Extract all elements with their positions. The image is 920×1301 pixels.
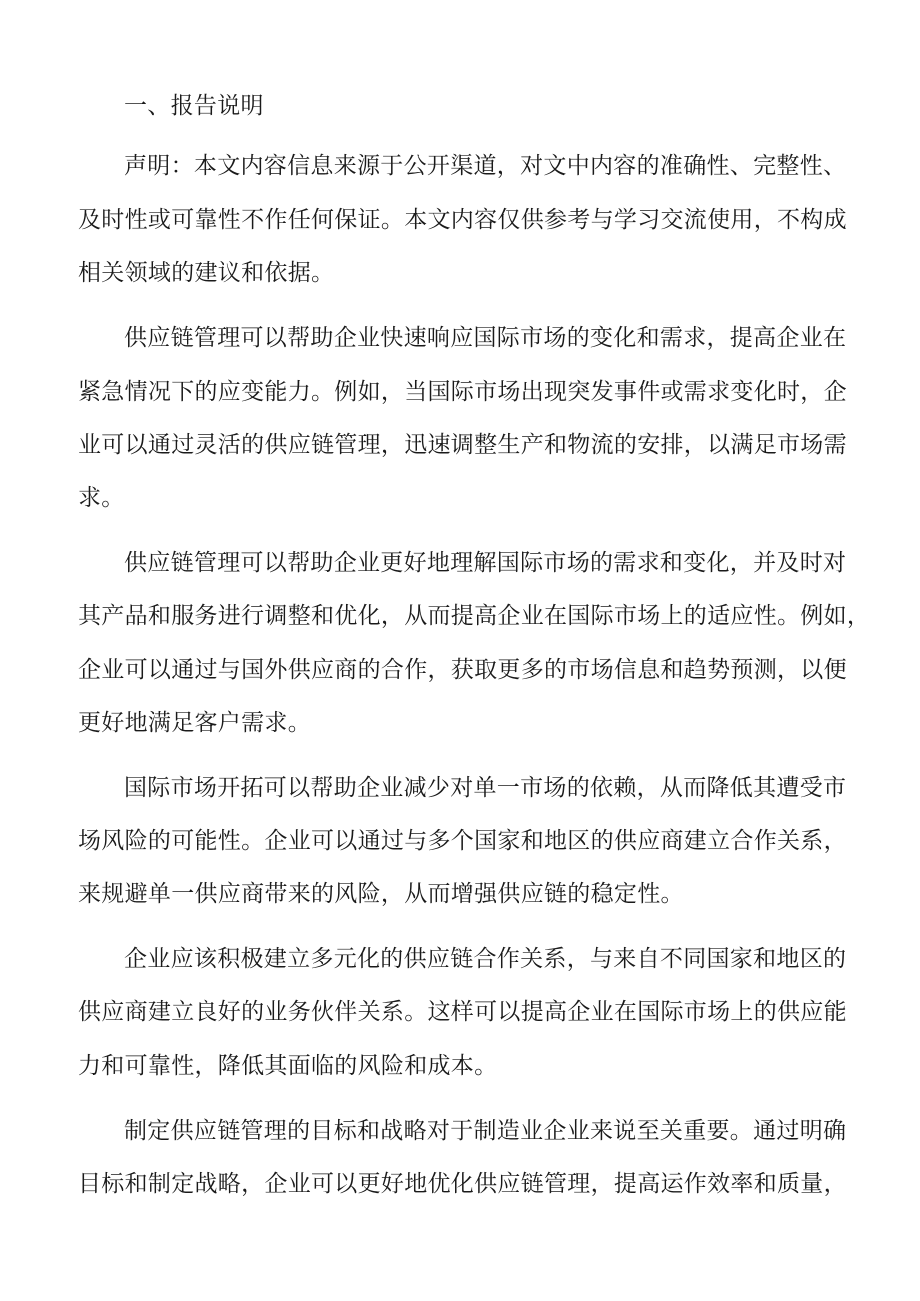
paragraph-3-line-1: 供应链管理可以帮助企业更好地理解国际市场的需求和变化，并及时对	[124, 550, 847, 576]
paragraph-4-line-3: 来规避单一供应商带来的风险，从而增强供应链的稳定性。	[78, 881, 684, 907]
paragraph-1-line-3: 相关领域的建议和依据。	[78, 260, 335, 286]
paragraph-4-line-2: 场风险的可能性。企业可以通过与多个国家和地区的供应商建立合作关系，	[78, 828, 847, 854]
paragraph-2-line-2: 紧急情况下的应变能力。例如，当国际市场出现突发事件或需求变化时，企	[78, 379, 847, 405]
paragraph-5-line-2: 供应商建立良好的业务伙伴关系。这样可以提高企业在国际市场上的供应能	[78, 999, 847, 1025]
section-heading: 一、报告说明	[124, 93, 264, 119]
paragraph-3-line-2: 其产品和服务进行调整和优化，从而提高企业在国际市场上的适应性。例如，	[78, 603, 871, 629]
paragraph-2-line-1: 供应链管理可以帮助企业快速响应国际市场的变化和需求，提高企业在	[124, 325, 847, 351]
paragraph-4-line-1: 国际市场开拓可以帮助企业减少对单一市场的依赖，从而降低其遭受市	[124, 775, 847, 801]
paragraph-6-line-1: 制定供应链管理的目标和战略对于制造业企业来说至关重要。通过明确	[124, 1118, 847, 1144]
paragraph-5-line-1: 企业应该积极建立多元化的供应链合作关系，与来自不同国家和地区的	[124, 946, 847, 972]
paragraph-6-line-2: 目标和制定战略，企业可以更好地优化供应链管理，提高运作效率和质量，	[78, 1171, 847, 1197]
paragraph-3-line-3: 企业可以通过与国外供应商的合作，获取更多的市场信息和趋势预测，以便	[78, 657, 847, 683]
paragraph-2-line-4: 求。	[78, 485, 125, 511]
paragraph-5-line-3: 力和可靠性，降低其面临的风险和成本。	[78, 1053, 498, 1079]
paragraph-3-line-4: 更好地满足客户需求。	[78, 710, 311, 736]
paragraph-2-line-3: 业可以通过灵活的供应链管理，迅速调整生产和物流的安排，以满足市场需	[78, 432, 847, 458]
paragraph-1-line-1: 声明：本文内容信息来源于公开渠道，对文中内容的准确性、完整性、	[124, 153, 847, 179]
paragraph-1-line-2: 及时性或可靠性不作任何保证。本文内容仅供参考与学习交流使用，不构成	[78, 207, 847, 233]
